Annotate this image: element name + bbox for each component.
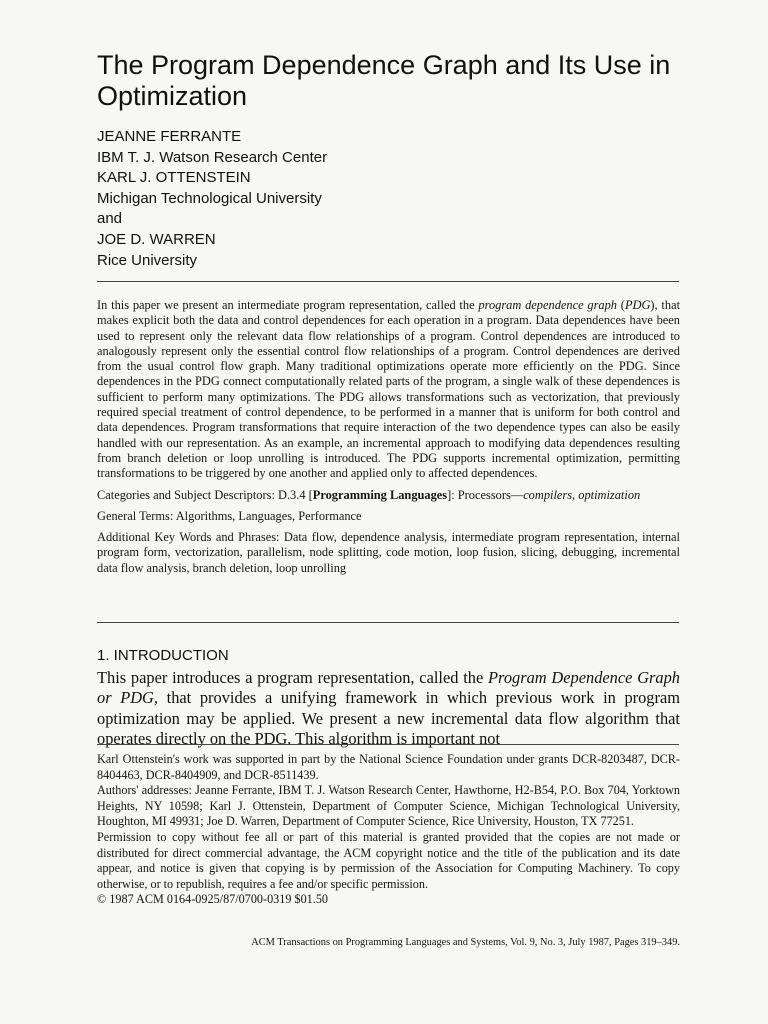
- author-affiliation: Rice University: [97, 251, 198, 269]
- intro-part: This paper introduces a program representation, called the: [97, 668, 489, 687]
- author-block: [97, 127, 697, 271]
- abstract-abbr: PDG: [624, 298, 651, 312]
- footnote-divider: [97, 744, 679, 745]
- footnote-addresses: Authors' addresses: Jeanne Ferrante, IBM T. J. Watson Research Center, Hawthorne, H2-B54, P.O. Box 704, Yorktown Heights, NY 10598; Karl J. Ottenstein, Department of Computer Science, Michigan Technological University, Houghton, MI 49931; Joe D. Warren, Department of Computer Science, Rice University, Houston, TX 77251.: [97, 783, 680, 829]
- abstract-term: program dependence graph: [478, 298, 617, 312]
- author-name: JOE D. WARREN: [97, 230, 216, 248]
- author-name: JEANNE FERRANTE: [97, 128, 242, 145]
- author-affiliation: IBM T. J. Watson Research Center: [97, 148, 328, 166]
- categories-italic: compilers, optimization: [523, 487, 641, 502]
- mid-divider: [97, 622, 679, 623]
- author-affiliation: Michigan Technological University: [97, 189, 322, 207]
- footnote-permission: Permission to copy without fee all or part of this material is granted provided that the copies are not made or distributed for direct commercial advantage, the ACM copyright notice and the title of the publication and its date appear, and notice is given that copying is by permission of the Association for Computing Machinery. To copy otherwise, or to republish, requires a fee and/or specific permission.: [97, 829, 680, 891]
- section-heading: 1. INTRODUCTION: [97, 647, 229, 664]
- footnote-funding: Karl Ottenstein's work was supported in part by the National Science Foundation under grants DCR-8203487, DCR-8404463, DCR-8404909, and DCR-8511439.: [97, 752, 680, 782]
- keywords: Additional Key Words and Phrases: Data flow, dependence analysis, intermediate program representation, internal program form, vectorization, parallelism, node splitting, code motion, loop fusion, slicing, debugging, incremental data flow analysis, branch deletion, loop unrolling: [97, 530, 680, 575]
- intro-term: Program Dependence Graph or PDG,: [97, 668, 681, 708]
- author-name: KARL J. OTTENSTEIN: [97, 169, 251, 187]
- journal-citation: ACM Transactions on Programming Languages and Systems, Vol. 9, No. 3, July 1987, Pages 319–349.: [251, 937, 680, 948]
- general-terms: General Terms: Algorithms, Languages, Performance: [97, 508, 362, 523]
- paper-title: The Program Dependence Graph and Its Use in Optimization: [97, 50, 671, 111]
- top-divider: [97, 281, 679, 282]
- intro-part: that provides a unifying framework in which previous work in program optimization may be applied. We present a new incremental data flow algorithm that operates directly on the PDG. This algorithm is important not: [97, 688, 680, 749]
- abstract-text: [97, 298, 680, 482]
- abstract-part: (: [617, 298, 625, 312]
- categories-descriptors: [97, 488, 680, 503]
- abstract-part: In this paper we present an intermediate program representation, called the: [97, 298, 479, 312]
- introduction-text: [97, 668, 681, 749]
- footnote-copyright: © 1987 ACM 0164-0925/87/0700-0319 $01.50: [97, 892, 329, 907]
- footnotes: [97, 752, 680, 908]
- categories-after: ]: Processors—: [447, 487, 524, 502]
- abstract-part: ), that makes explicit both the data and control dependences for each operation in a program. Data dependences have been used to represent only the relevant data flow relationships of a program. Control dependences are introduced to analogously represent only the essential control flow relationships of a program. Control dependences are derived from the usual control flow graph. Many traditional optimizations operate more efficiently on the PDG. Since dependences in the PDG connect computationally related parts of the program, a single walk of these dependences is sufficient to perform many optimizations. The PDG allows transformations such as vectorization, that previously required special treatment of control dependence, to be performed in a manner that is uniform for both control and data dependences. Program transformations that require interaction of the two dependence types can also be easily handled with our representation. As an example, an incremental approach to modifying data dependences resulting from branch deletion or loop unrolling is introduced. The PDG supports incremental optimization, permitting transformations to be triggered by one another and applied only to affected dependences.: [97, 298, 681, 481]
- categories-label: Categories and Subject Descriptors: D.3.4 [: [97, 487, 313, 502]
- author-conjunction: and: [97, 210, 123, 228]
- categories-bold: Programming Languages: [312, 487, 448, 502]
- abstract: [97, 298, 680, 582]
